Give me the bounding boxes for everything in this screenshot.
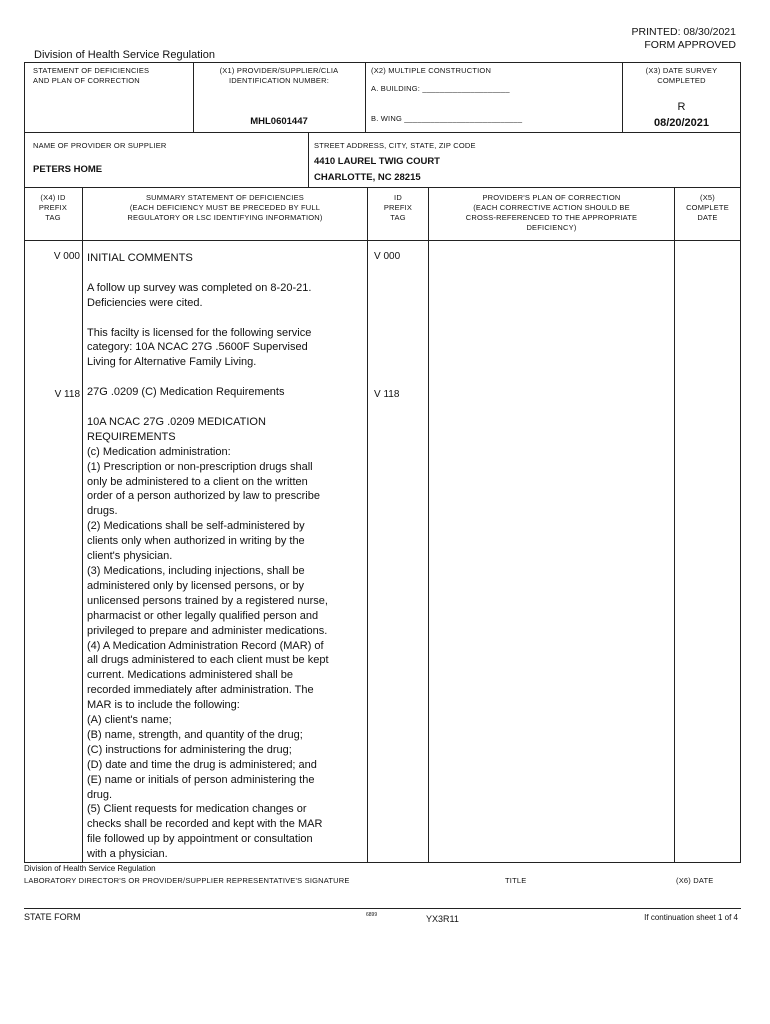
v118-id-tag: V 118 bbox=[374, 389, 400, 400]
x3-date: 08/20/2021 bbox=[653, 117, 710, 129]
col-x4-header: (X4) ID PREFIX TAG bbox=[38, 193, 68, 222]
v118-title: 27G .0209 (C) Medication Requirements bbox=[87, 386, 285, 399]
v000-id-tag: V 000 bbox=[374, 251, 401, 262]
x3-code: R bbox=[677, 101, 686, 113]
col-id-header: ID PREFIX TAG bbox=[383, 193, 413, 222]
provider-name: PETERS HOME bbox=[33, 164, 103, 175]
v000-paragraph-2: This facilty is licensed for the following service category: 10A NCAC 27G .5600F Supervised Living for Alternative Family Living. bbox=[87, 326, 312, 369]
form-code: 6899 bbox=[366, 912, 378, 918]
provider-name-label: NAME OF PROVIDER OR SUPPLIER bbox=[33, 141, 167, 150]
division-title: Division of Health Service Regulation bbox=[34, 49, 215, 61]
signature-label: LABORATORY DIRECTOR'S OR PROVIDER/SUPPLIER REPRESENTATIVE'S SIGNATURE bbox=[24, 876, 350, 885]
footer-division: Division of Health Service Regulation bbox=[24, 864, 156, 873]
title-label: TITLE bbox=[505, 876, 527, 885]
v000-title: INITIAL COMMENTS bbox=[87, 252, 193, 264]
address-label: STREET ADDRESS, CITY, STATE, ZIP CODE bbox=[314, 141, 476, 150]
statement-label: STATEMENT OF DEFICIENCIES AND PLAN OF CORRECTION bbox=[33, 66, 150, 85]
address-line2: CHARLOTTE, NC 28215 bbox=[314, 172, 421, 183]
col-summary-header: SUMMARY STATEMENT OF DEFICIENCIES (EACH DEFICIENCY MUST BE PRECEDED BY FULL REGULATORY OR LSC IDENTIFYING INFORMATION) bbox=[127, 193, 323, 222]
state-form-label: STATE FORM bbox=[24, 912, 81, 922]
v000-paragraph-1: A follow up survey was completed on 8-20-21. Deficiencies were cited. bbox=[87, 281, 312, 309]
form-approved: FORM APPROVED bbox=[644, 39, 736, 51]
col-plan-header: PROVIDER'S PLAN OF CORRECTION (EACH CORRECTIVE ACTION SHOULD BE CROSS-REFERENCED TO THE APPROPRIATE DEFICIENCY) bbox=[465, 193, 638, 232]
footer-divider bbox=[24, 908, 741, 909]
x6-date-label: (X6) DATE bbox=[676, 876, 714, 885]
col-x5-header: (X5) COMPLETE DATE bbox=[686, 193, 729, 222]
v118-body: 10A NCAC 27G .0209 MEDICATION REQUIREMENTS (c) Medication administration: (1) Prescription or non-prescription drugs shall only be administered to a client on the written order of a person authorized by law to prescribe drugs. (2) Medications shall be self-administered by clients only when authorized in writing by the client's physician. (3) Medications, including injections, shall be administered only by licensed persons, or by unlicensed persons trained by a registered nurse, pharmacist or other legally qualified person and privileged to prepare and administer medications. (4) A Medication Administration Record (MAR) of all drugs administered to each client must be kept current. Medications administered shall be recorded immediately after administration. The MAR is to include the following: (A) client's name; (B) name, strength, and quantity of the drug; (C) instructions for administering the drug; (D) date and time the drug is administered; and (E) name or initials of person administering the drug. (5) Client requests for medication changes or checks shall be recorded and kept with the MAR file followed up by appointment or consultation with a physician. bbox=[87, 415, 329, 861]
v000-tag: V 000 bbox=[53, 251, 80, 262]
x1-value: MHL0601447 bbox=[250, 116, 308, 127]
summary-column bbox=[87, 251, 365, 862]
print-info bbox=[632, 26, 736, 52]
wing-label: B. WING ___________________________ bbox=[371, 114, 523, 123]
continuation-sheet: If continuation sheet 1 of 4 bbox=[644, 913, 738, 922]
building-label: A. BUILDING: ____________________ bbox=[371, 84, 510, 93]
x2-label: (X2) MULTIPLE CONSTRUCTION bbox=[371, 66, 492, 75]
x3-label: (X3) DATE SURVEY COMPLETED bbox=[645, 66, 718, 85]
event-id: YX3R11 bbox=[426, 914, 459, 924]
x1-label: (X1) PROVIDER/SUPPLIER/CLIA IDENTIFICATION NUMBER: bbox=[219, 66, 339, 85]
v118-tag: V 118 bbox=[54, 389, 80, 400]
printed-date: PRINTED: 08/30/2021 bbox=[631, 26, 736, 38]
address-line1: 4410 LAUREL TWIG COURT bbox=[314, 156, 440, 167]
